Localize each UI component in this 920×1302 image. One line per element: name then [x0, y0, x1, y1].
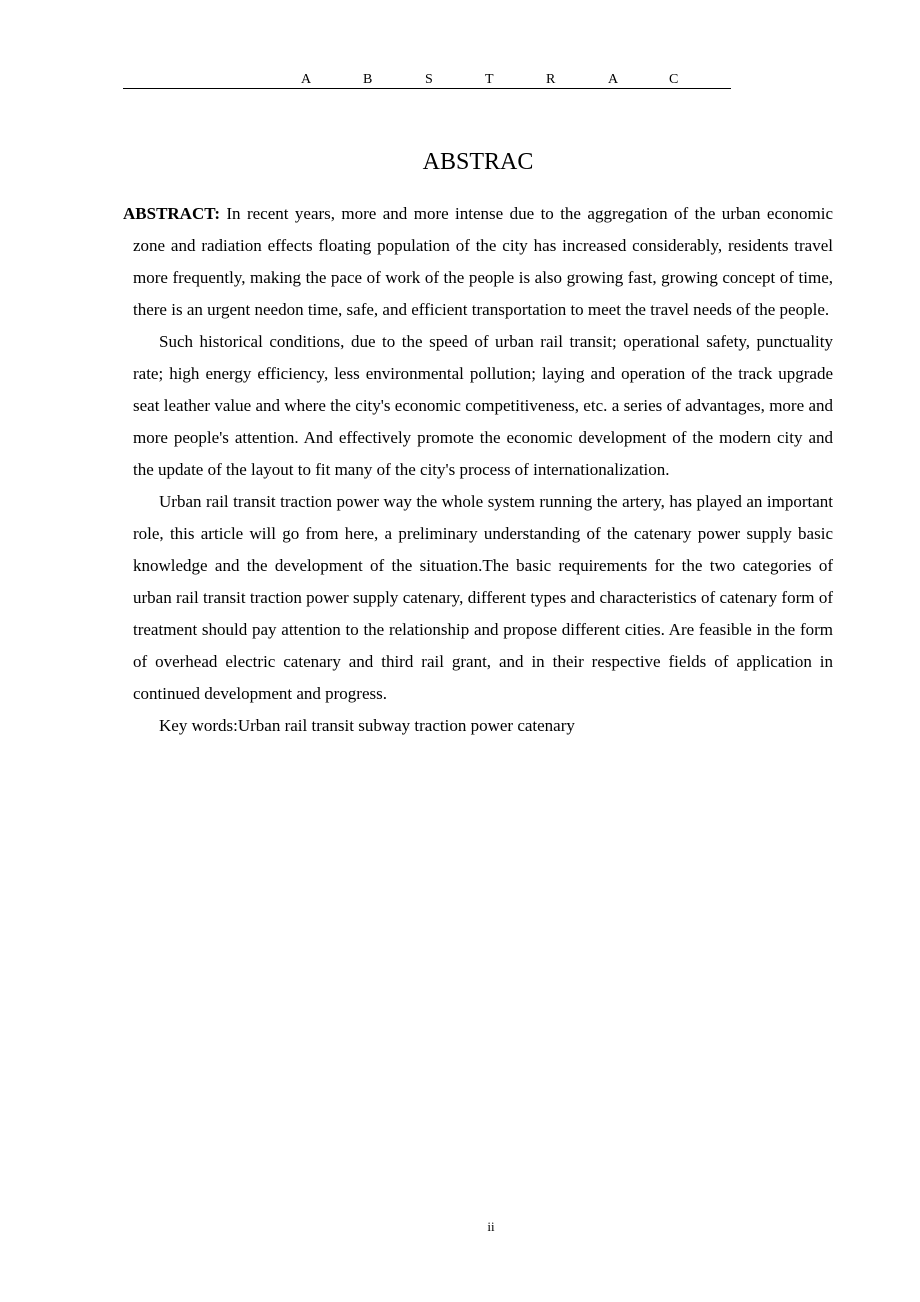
header-letter: A — [301, 72, 312, 87]
abstract-paragraph: Urban rail transit traction power way the whole system running the artery, has played an important role, this article will go from here, a preliminary understanding of the catenary power supply basic knowledge and the development of the situation.The basic requirements for the two categories of urban rail transit traction power supply catenary, different types and characteristics of catenary form of treatment should pay attention to the relationship and propose different cities. Are feasible in the form of overhead electric catenary and third rail grant, and in their respective fields of application in continued development and progress. — [133, 492, 833, 703]
header-letter: C — [669, 72, 679, 87]
keywords: Key words:Urban rail transit subway traction power catenary — [159, 716, 575, 735]
header-letter: B — [363, 72, 373, 87]
abstract-paragraph: Such historical conditions, due to the speed of urban rail transit; operational safety, punctuality rate; high energy efficiency, less environmental pollution; laying and operation of the track upgrade seat leather value and where the city's economic competitiveness, etc. a series of advantages, more and more people's attention. And effectively promote the economic development of the modern city and the update of the layout to fit many of the city's process of internationalization. — [133, 332, 833, 479]
page-title: ABSTRAC — [422, 149, 534, 175]
header-letter: A — [608, 72, 619, 87]
abstract-paragraph — [123, 198, 833, 326]
abstract-label: ABSTRACT: — [123, 204, 220, 223]
header-letter: S — [425, 72, 433, 87]
header-letter: R — [546, 72, 556, 87]
running-header — [123, 72, 731, 89]
page-number: ii — [487, 1219, 495, 1234]
abstract-body — [123, 198, 833, 742]
paragraph-text: In recent years, more and more intense due to the aggregation of the urban economic zone and radiation effects floating population of the city has increased considerably, residents travel more frequently, making the pace of work of the people is also growing fast, growing concept of time, there is an urgent needon time, safe, and efficient transportation to meet the travel needs of the people. — [133, 204, 833, 319]
header-letter: T — [485, 72, 494, 87]
